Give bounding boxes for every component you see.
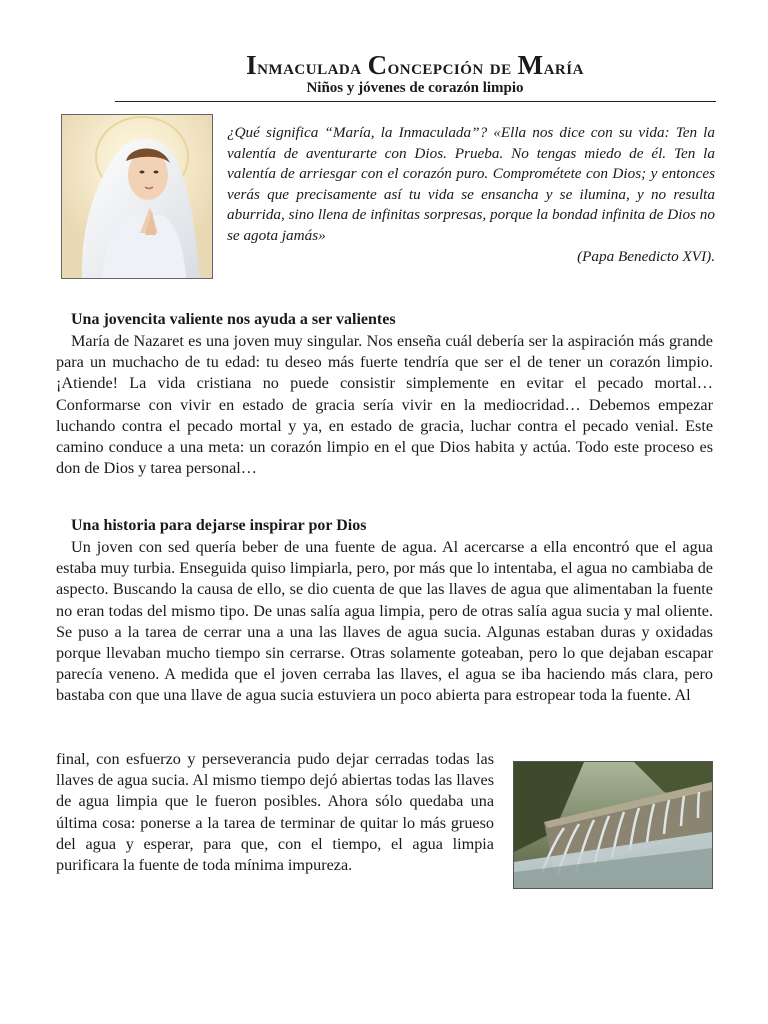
virgin-mary-image	[61, 114, 213, 279]
title-rule	[115, 101, 716, 102]
title-initial: M	[517, 50, 544, 80]
title-word: aría	[543, 54, 584, 79]
fountain-image	[513, 761, 713, 889]
section-body: María de Nazaret es una joven muy singular. Nos enseña cuál debería ser la aspiración más grande para un muchacho de tu edad: tu deseo más fuerte tendría que ser el de tener un corazón limpio. ¡Atiende! La vida cristiana no puede consistir simplemente en evitar el pecado mortal… Conformarse con vivir en estado de gracia sería vivir en la mediocridad… Debemos empezar luchando contra el pecado mortal y ya, en estado de gracia, luchar contra el pecado venial. Este camino conduce a una meta: un corazón limpio en el que Dios habita y actúa. Todo este proceso es don de Dios y tarea personal…	[56, 332, 713, 478]
section-heading: Una jovencita valiente nos ayuda a ser valientes	[71, 311, 396, 328]
section-body-continued: final, con esfuerzo y perseverancia pudo dejar cerradas todas las llaves de agua sucia. Al mismo tiempo dejó abiertas todas las llaves de agua limpia que le fueron posibles. Ahora sólo quedaba una última cosa: ponerse a la tarea de terminar de quitar lo más grueso del agua y esperar, para que, con el tiempo, el agua limpia purificara la fuente de toda mínima impureza.	[56, 750, 494, 875]
fountain-illustration	[514, 762, 712, 888]
title-word: oncepción de	[387, 54, 518, 79]
page-subtitle: Niños y jóvenes de corazón limpio	[306, 80, 524, 96]
title-word: nmaculada	[257, 54, 368, 79]
page-title	[115, 50, 715, 81]
title-initial: I	[246, 50, 258, 80]
section-body: Un joven con sed quería beber de una fuente de agua. Al acercarse a ella encontró que el agua estaba muy turbia. Enseguida quiso limpiarla, pero, por más que lo intentaba, el agua no cambiaba de aspecto. Buscando la causa de ello, se dio cuenta de que las llaves de agua que alimentaban la fuente no eran todas del mismo tipo. De unas salía agua limpia, pero de otras salía agua sucia y mal oliente. Se puso a la tarea de cerrar una a una las llaves de agua sucia. Algunas estaban duras y oxidadas porque llevaban mucho tiempo sin cerrarse. Otras solamente goteaban, pero lo que dejaban escapar parecía veneno. A medida que el joven cerraba las llaves, el agua se iba haciendo más clara, pero bastaba con que una llave de agua sucia estuviera un poco abierta para estropear toda la fuente. Al	[56, 538, 713, 705]
virgin-mary-illustration	[62, 115, 212, 278]
quote-author: (Papa Benedicto XVI).	[577, 248, 715, 265]
pope-quote: ¿Qué significa “María, la Inmaculada”? «Ella nos dice con su vida: Ten la valentía de aventurarte con Dios. Prueba. No tengas miedo de él. Ten la valentía de arriesgar con el corazón puro. Comprométete con Dios; y entonces verás que precisamente así tu vida se ensancha y se ilumina, y no resulta aburrida, sino llena de infinitas sorpresas, porque la bondad infinita de Dios no se agota jamás»	[227, 124, 715, 244]
section-heading: Una historia para dejarse inspirar por Dios	[71, 517, 367, 534]
title-initial: C	[367, 50, 388, 80]
